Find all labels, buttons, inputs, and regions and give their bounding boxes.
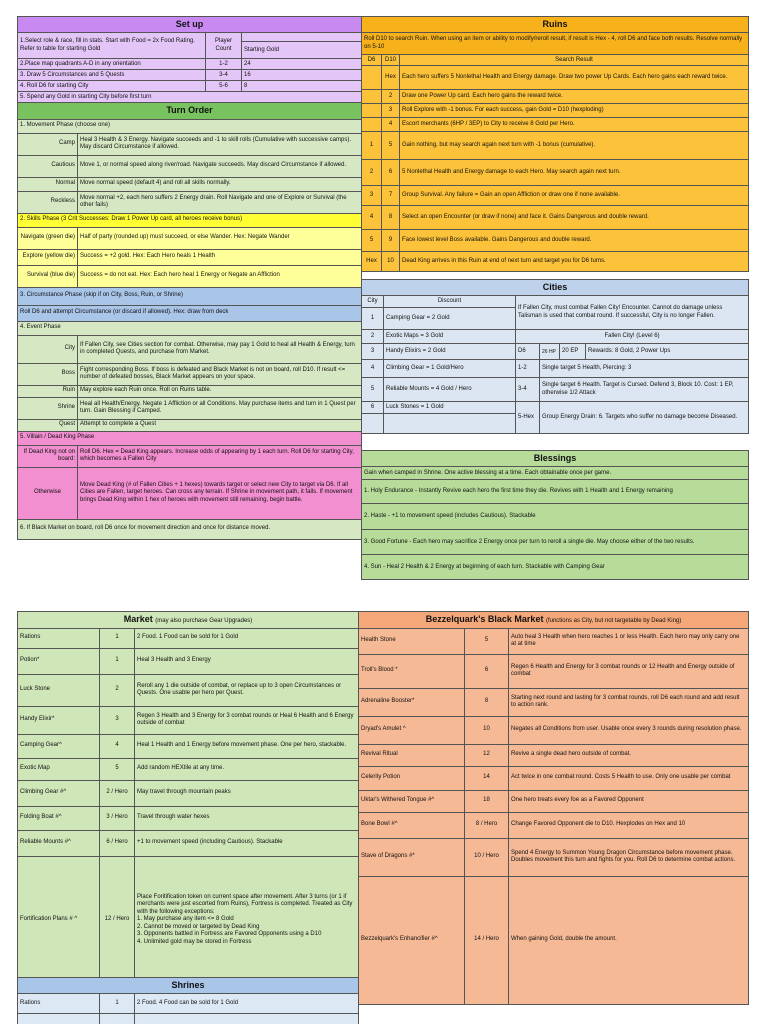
turn-order-title: Turn Order <box>18 103 362 119</box>
ruins-d10: Hex <box>382 66 400 90</box>
blessings-intro: Gain when camped in Shrine. One active blessing at a time. Each obtainable once per game. <box>362 467 749 480</box>
city-discount: Camping Gear = 2 Gold <box>384 308 516 330</box>
villain-otherwise-text: Move Dead King (# of Fallen Cities + 1 hexes) towards target or select new City to target via D6. If all Cities are Fallen, target heroes. Can cross any terrain. If Shrine in movement path, it falls. If movement brings Dead King within 1 hex of heroes with movement still remaining, begin battle. <box>78 467 362 519</box>
player-count-cell: 5-6 <box>206 81 242 92</box>
fallen-roll: 5-Hex <box>516 402 540 434</box>
bm-item-desc: Auto heal 3 Health when hero reaches 1 or less Health. Each hero may only carry one at at time <box>509 628 749 654</box>
fortification-name: Fortification Plans # ^ <box>18 856 100 984</box>
market-table <box>17 611 359 985</box>
market-item-desc: +1 to movement speed (including Cautious). Stackable <box>135 830 359 856</box>
ruins-d6: 1 <box>362 132 382 160</box>
fortification-exception: 2. Cannot be moved or targeted by Dead King <box>137 923 260 930</box>
bm-item-name: Health Stone <box>359 628 465 654</box>
blessing-item: 4. Sun - Heal 2 Health & 2 Energy at beginning of each turn. Stackable with Camping Gear <box>362 555 749 580</box>
ruins-result: Gain nothing, but may search again next turn with -1 bonus (cumulative). <box>400 132 749 160</box>
move-cautious-text: Move 1, or normal speed along river/road. Navigate succeeds. May discard Circumstance if allowed. <box>78 155 362 177</box>
shrine-item-name: Rations <box>18 994 100 1014</box>
bm-item-desc: When gaining Gold, double the amount. <box>509 876 749 1004</box>
ruins-result: Face lowest level Boss available. Gains Dangerous and double reward. <box>400 230 749 252</box>
market-item-price: 1 <box>100 628 135 648</box>
bm-item-name: Dryad's Amulet ^ <box>359 716 465 744</box>
discount-header: Discount <box>384 296 516 308</box>
event-shrine-label: Shrine <box>18 397 78 419</box>
market-item-name: Climbing Gear #^ <box>18 780 100 806</box>
fallen-attack: Single target 6 Health. Target is Cursed. Defend 3, Block 10. Cost: 1 EP, otherwise 1/2 Attack <box>540 378 749 402</box>
market-item-desc: Travel through water hexes <box>135 806 359 830</box>
fortification-desc <box>135 856 359 984</box>
event-boss-text: Fight corresponding Boss. If boss is defeated and Black Market is not on board, roll D10. If result <= number of defeated bosses, Black Market appears on your space. <box>78 363 362 385</box>
bm-item-price: 10 <box>465 716 509 744</box>
event-quest-label: Quest <box>18 419 78 431</box>
fallen-attack: Group Energy Drain: 6. Targets who suffer no damage become Diseased. <box>540 402 749 434</box>
bm-item-price: 14 <box>465 766 509 790</box>
market-subtitle: (may also purchase Gear Upgrades) <box>155 618 253 624</box>
bm-item-desc: Revive a single dead hero outside of combat. <box>509 744 749 766</box>
move-cautious-label: Cautious <box>18 155 78 177</box>
player-count-cell: 3-4 <box>206 70 242 81</box>
market-item-name: Handy Elixir* <box>18 706 100 734</box>
city-number: 5 <box>362 378 384 402</box>
move-camp-label: Camp <box>18 133 78 155</box>
market-item-desc: Reroll any 1 die outside of combat, or replace up to 3 open Circumstances or Quests. One usable per hero per Quest. <box>135 674 359 706</box>
fallen-ep: 20 EP <box>560 344 586 360</box>
skill-explore-label: Explore (yellow die) <box>18 249 78 265</box>
starting-gold-cell: 24 <box>242 59 362 70</box>
event-ruin-label: Ruin <box>18 385 78 397</box>
ruins-intro: Roll D10 to search Ruin. When using an item or ability to modify/reroll result, if result is Hex - 4, roll D6 and face both results. Resolve normally on 5-10 <box>362 33 749 55</box>
cities-title: Cities <box>362 280 749 296</box>
ruins-d10: 6 <box>382 160 400 186</box>
fortification-price: 12 / Hero <box>100 856 135 984</box>
city-discount: Handy Elixirs = 2 Gold <box>384 344 516 360</box>
bm-item-desc: Spend 4 Energy to Summon Young Dragon Circumstance before movement phase. Doubles movement this turn and fights for you. Roll D6 to determine combat actions. <box>509 838 749 876</box>
blessings-title: Blessings <box>362 451 749 467</box>
black-market-subtitle: (functions as City, but not targetable by Dead King) <box>545 618 682 624</box>
circumstance-phase: 3. Circumstance Phase (skip if on City, Boss, Ruin, or Shrine) <box>18 287 362 305</box>
black-market-phase: 6. If Black Market on board, roll D6 once for movement direction and once for distance moved. <box>18 519 362 539</box>
bm-item-desc: One hero treats every foe as a Favored Opponent <box>509 790 749 812</box>
fortification-text: Place Foritification token on current space after movement. After 3 turns (or 1 if merchants were just escorted from Ruins), Fortress is completed. Treated as City with the following exceptions: <box>137 893 353 915</box>
black-market-title: Bezzelquark's Black Market <box>425 614 544 624</box>
ruins-title: Ruins <box>362 17 749 33</box>
fallen-city-title: Fallen City! (Level 6) <box>516 330 749 344</box>
bm-item-price: 5 <box>465 628 509 654</box>
skill-explore-text: Success = +2 gold. Hex: Each Hero heals 1 Health <box>78 249 362 265</box>
fallen-city-note: If Fallen City, must combat Fallen City! Encounter. Cannot do damage unless Talisman is used that combat round. If successful, City is no longer Fallen. <box>516 296 749 330</box>
market-header <box>18 612 359 629</box>
ruins-result: 5 Nonlethal Health and Energy damage to each Hero. May search again next turn. <box>400 160 749 186</box>
market-item-name: Reliable Mounts #^ <box>18 830 100 856</box>
bm-item-price: 12 <box>465 744 509 766</box>
fallen-d6-header: D6 <box>516 344 540 360</box>
setup-step-2: 2.Place map quadrants A-D in any orientation <box>18 59 206 70</box>
city-discount: Exotic Maps = 3 Gold <box>384 330 516 344</box>
ruins-d6: 4 <box>362 206 382 230</box>
bm-item-price: 18 <box>465 790 509 812</box>
market-item-price: 3 / Hero <box>100 806 135 830</box>
black-market-table <box>358 611 749 1005</box>
ruins-table <box>361 16 749 272</box>
ruins-d10-header: D10 <box>382 55 400 66</box>
shrine-item-price: 1 <box>100 994 135 1014</box>
ruins-d6: 3 <box>362 186 382 206</box>
bm-item-desc: Regen 6 Health and Energy for 3 combat rounds or 12 Health and Energy outside of combat <box>509 654 749 688</box>
city-number: 3 <box>362 344 384 360</box>
bm-item-name: Bone Bowl #^ <box>359 812 465 838</box>
ruins-result: Group Survival. Any failure = Gain an open Affliction or draw one if none available. <box>400 186 749 206</box>
city-number: 1 <box>362 308 384 330</box>
market-item-price: 5 <box>100 758 135 780</box>
skill-survival-label: Survival (blue die) <box>18 265 78 287</box>
city-header: City <box>362 296 384 308</box>
ruins-result: Select an open Encounter (or draw if none) and face it. Gains Dangerous and double reward. <box>400 206 749 230</box>
bm-item-name: Bezzelquark's Enhancifier #^ <box>359 876 465 1004</box>
bm-item-price: 8 / Hero <box>465 812 509 838</box>
bm-item-price: 6 <box>465 654 509 688</box>
fallen-attack: Single target 5 Health, Piercing: 3 <box>540 360 749 378</box>
market-item-name: Rations <box>18 628 100 648</box>
ruins-d6: 2 <box>362 160 382 186</box>
shrines-title: Shrines <box>18 978 359 994</box>
ruins-d10: 10 <box>382 252 400 272</box>
market-item-name: Camping Gear^ <box>18 734 100 758</box>
skill-navigate-label: Navigate (green die) <box>18 227 78 249</box>
move-normal-text: Move normal speed (default 4) and roll all skills normally. <box>78 177 362 191</box>
event-city-text: If Fallen City, see Cities section for combat. Otherwise, may pay 1 Gold to heal all Health & Energy, turn in completed Quests, and purchase from Market. <box>78 335 362 363</box>
market-item-name: Folding Boat #^ <box>18 806 100 830</box>
bm-item-name: Celerity Potion <box>359 766 465 790</box>
market-item-desc: Heal 1 Health and 1 Energy before movement phase. One per hero, stackable. <box>135 734 359 758</box>
event-phase: 4. Event Phase <box>18 321 362 335</box>
bm-item-price: 14 / Hero <box>465 876 509 1004</box>
move-reckless-text: Move normal +2, each hero suffers 2 Energy drain. Roll Navigate and one of Explore or Survival (the other fails) <box>78 191 362 213</box>
bm-item-desc: Change Favored Opponent die to D10. Hexplodes on Hex and 10 <box>509 812 749 838</box>
ruins-result: Each hero suffers 5 Nonlethal Health and Energy damage. Draw two power Up Cards. Each hero gains each reward twice. <box>400 66 749 90</box>
event-quest-text: Attempt to complete a Quest <box>78 419 362 431</box>
ruins-d6 <box>362 66 382 90</box>
market-item-name: Exotic Map <box>18 758 100 780</box>
event-ruin-text: May explore each Ruin once. Roll on Ruins table. <box>78 385 362 397</box>
blessing-item: 2. Haste - +1 to movement speed (includes Cautious). Stackable <box>362 504 749 530</box>
ruins-result: Escort merchants (6HP / 3EP) to City to receive 8 Gold per Hero. <box>400 118 749 132</box>
bm-item-name: Stave of Dragons #* <box>359 838 465 876</box>
villain-not-on-board-text: Roll D6. Hex = Dead King appears. Increase odds of appearing by 1 each turn. Roll D6 for starting City, which becomes a Fallen City <box>78 445 362 467</box>
shrines-table <box>17 977 359 1024</box>
market-item-desc: Regen 3 Health and 3 Energy for 3 combat rounds or Heal 6 Health and 6 Energy outside of combat <box>135 706 359 734</box>
event-city-label: City <box>18 335 78 363</box>
bm-item-desc: Negates all Conditions from user. Usable once every 3 rounds during resolution phase. <box>509 716 749 744</box>
ruins-d10: 3 <box>382 104 400 118</box>
setup-turn-table <box>17 16 362 540</box>
market-item-desc: 2 Food. 1 Food can be sold for 1 Gold <box>135 628 359 648</box>
move-reckless-label: Reckless <box>18 191 78 213</box>
ruins-d10: 4 <box>382 118 400 132</box>
starting-gold-header: Starting Gold <box>242 42 362 59</box>
skill-navigate-text: Half of party (rounded up) must succeed, or else Wander. Hex: Negate Wander <box>78 227 362 249</box>
ruins-d6 <box>362 104 382 118</box>
bm-item-desc: Act twice in one combat round. Costs 5 Health to use. Only one usable per combat <box>509 766 749 790</box>
ruins-d10: 5 <box>382 132 400 160</box>
market-item-price: 1 <box>100 648 135 674</box>
bm-item-desc: Starting next round and lasting for 3 combat rounds, roll D6 each round and add result to action rank. <box>509 688 749 716</box>
ruins-d6 <box>362 90 382 104</box>
ruins-d10: 8 <box>382 206 400 230</box>
villain-phase: 5. Villain / Dead King Phase <box>18 431 362 445</box>
ruins-d10: 9 <box>382 230 400 252</box>
cities-table <box>361 279 749 434</box>
city-number: 4 <box>362 360 384 378</box>
market-item-desc: Heal 3 Health and 3 Energy <box>135 648 359 674</box>
ruins-d6: Hex <box>362 252 382 272</box>
fortification-exception: 1. May purchase any item <= 8 Gold <box>137 916 234 923</box>
player-count-header: Player Count <box>206 33 242 59</box>
ruins-result: Dead King arrives in this Ruin at end of next turn and target you for D6 turns. <box>400 252 749 272</box>
blessings-table <box>361 450 749 580</box>
ruins-d6: 5 <box>362 230 382 252</box>
market-item-price: 2 <box>100 674 135 706</box>
blessing-item: 1. Holy Endurance - Instantly Revive each hero the first time they die. Revives with 1 Health and 1 Energy remaining <box>362 480 749 504</box>
bm-item-price: 10 / Hero <box>465 838 509 876</box>
move-normal-label: Normal <box>18 177 78 191</box>
market-item-desc: May travel through mountain peaks <box>135 780 359 806</box>
setup-step-3: 3. Draw 5 Circumstances and 5 Quests <box>18 70 206 81</box>
ruins-result-header: Search Result <box>400 55 749 66</box>
event-boss-label: Boss <box>18 363 78 385</box>
starting-gold-cell: 16 <box>242 70 362 81</box>
fallen-roll: 3-4 <box>516 378 540 402</box>
market-item-price: 2 / Hero <box>100 780 135 806</box>
ruins-result: Draw one Power Up card. Each hero gains the reward twice. <box>400 90 749 104</box>
villain-not-on-board-label: If Dead King not on board: <box>18 445 78 467</box>
city-discount: Reliable Mounts = 4 Gold / Hero <box>384 378 516 402</box>
setup-title: Set up <box>18 17 362 33</box>
move-camp-text: Heal 3 Health & 3 Energy. Navigate succeeds and -1 to skill rolls (Cumulative with successive camps). May discard Circumstance if allowed. <box>78 133 362 155</box>
ruins-d6 <box>362 118 382 132</box>
ruins-d10: 2 <box>382 90 400 104</box>
blessing-item: 3. Good Fortune - Each hero may sacrifice 2 Energy once per turn to reroll a single die. May choose either of the two results. <box>362 530 749 555</box>
city-number: 6 <box>362 402 384 414</box>
villain-otherwise-label: Otherwise <box>18 467 78 519</box>
skills-phase: 2. Skills Phase (3 Crit Successes: Draw 1 Power Up card, all heroes receive bonus) <box>18 213 362 227</box>
ruins-result: Roll Explore with -1 bonus. For each success, gain Gold = D10 (hexploding) <box>400 104 749 118</box>
circumstance-text: Roll D6 and attempt Circumstance (or discard if allowed). Hex: draw from deck <box>18 305 362 321</box>
setup-step-1: 1.Select role & race, fill in stats. Start with Food = 2x Food Rating. Refer to table for starting Gold <box>18 33 206 59</box>
fallen-hp: 26 HP <box>540 344 560 360</box>
bm-item-name: Adrenaline Booster* <box>359 688 465 716</box>
market-title: Market <box>123 614 153 624</box>
event-shrine-text: Heal all Health/Energy. Negate 1 Affliction or all Conditions. May purchase items and turn in 1 Quest per turn. Gain Blessing if Camped. <box>78 397 362 419</box>
setup-step-5: 5. Spend any Gold in starting City before first turn <box>18 92 362 103</box>
city-discount: Climbing Gear = 1 Gold/Hero <box>384 360 516 378</box>
market-item-price: 3 <box>100 706 135 734</box>
starting-gold-cell: 8 <box>242 81 362 92</box>
market-item-desc: Add random HEXtile at any time. <box>135 758 359 780</box>
fallen-rewards: Rewards: 8 Gold, 2 Power Ups <box>586 344 749 360</box>
city-number: 2 <box>362 330 384 344</box>
skill-survival-text: Success = do not eat. Hex: Each hero heal 1 Energy or Negate an Affliction <box>78 265 362 287</box>
ruins-d10: 7 <box>382 186 400 206</box>
bm-item-price: 8 <box>465 688 509 716</box>
market-item-name: Potion* <box>18 648 100 674</box>
shrine-item-desc: 2 Food. 4 Food can be sold for 1 Gold <box>135 994 359 1014</box>
fortification-exception: 3. Opponents battled in Fortress are Favored Opponents using a D10 <box>137 931 322 938</box>
market-item-price: 4 <box>100 734 135 758</box>
fallen-roll: 1-2 <box>516 360 540 378</box>
ruins-d6-header: D6 <box>362 55 382 66</box>
fortification-exception: 4. Unlimited gold may be stored in Fortress <box>137 938 252 945</box>
setup-step-4: 4. Roll D6 for starting City <box>18 81 206 92</box>
black-market-header <box>359 612 749 629</box>
market-item-price: 6 / Hero <box>100 830 135 856</box>
bm-item-name: Revival Ritual <box>359 744 465 766</box>
market-item-name: Luck Stone <box>18 674 100 706</box>
bm-item-name: Uktar's Withered Tongue #^ <box>359 790 465 812</box>
bm-item-name: Troll's Blood * <box>359 654 465 688</box>
movement-phase: 1. Movement Phase (choose one) <box>18 119 362 133</box>
city-discount: Luck Stones = 1 Gold <box>384 402 516 414</box>
player-count-cell: 1-2 <box>206 59 242 70</box>
